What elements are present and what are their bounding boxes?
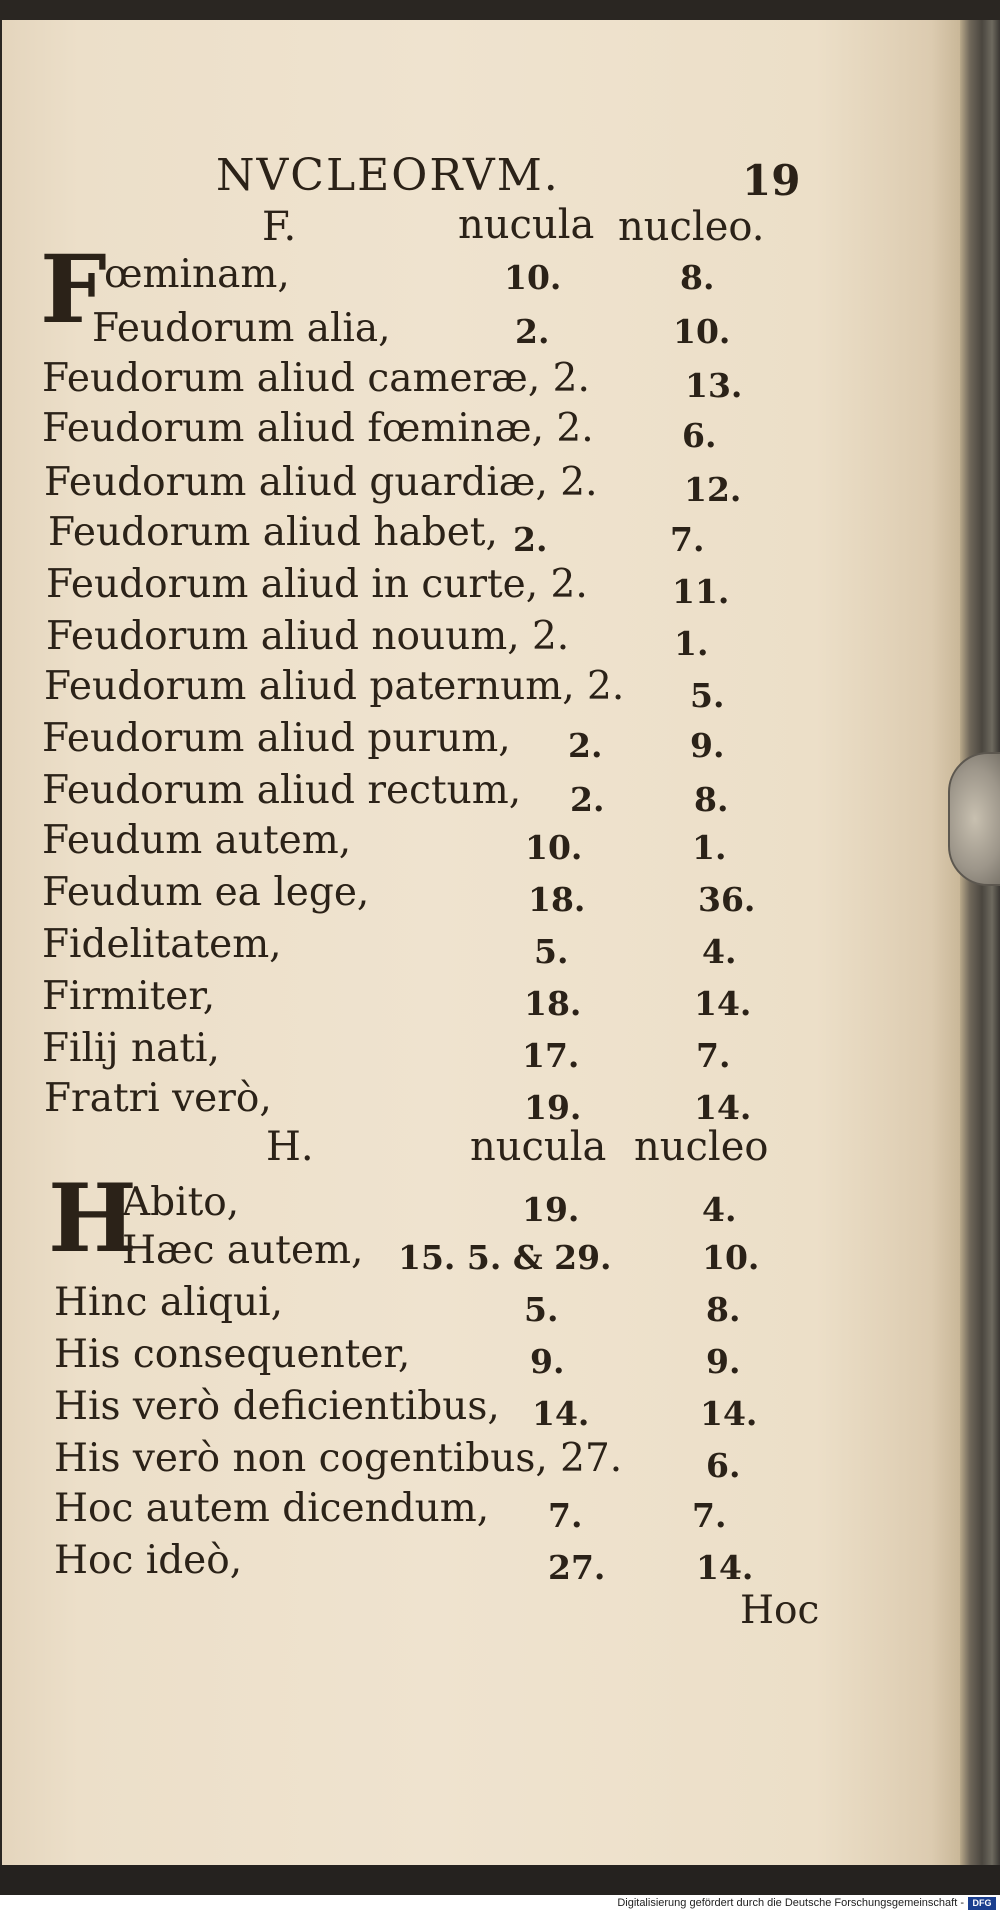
index-entry: œminam, — [104, 252, 290, 297]
book-bottom-edge — [0, 1865, 1000, 1895]
column-heading-nucula: nucula — [470, 1124, 607, 1170]
nucleo-ref: 5. — [690, 676, 725, 715]
nucula-ref: 18. — [528, 880, 586, 919]
nucleo-ref: 14. — [694, 1088, 752, 1127]
nucleo-ref: 9. — [706, 1342, 741, 1381]
nucleo-ref: 7. — [692, 1496, 727, 1535]
nucleo-ref: 6. — [682, 416, 717, 455]
nucleo-ref: 10. — [673, 312, 731, 351]
nucula-ref: 2. — [513, 520, 548, 559]
nucula-ref: 7. — [548, 1496, 583, 1535]
index-entry: Fratri verò, — [44, 1076, 272, 1121]
section-letter-f: F. — [262, 204, 297, 250]
index-entry: Feudorum aliud fœminæ, 2. — [42, 406, 594, 451]
nucleo-ref: 36. — [698, 880, 756, 919]
nucleo-ref: 12. — [684, 470, 742, 509]
index-entry: Feudorum aliud in curte, 2. — [46, 562, 588, 607]
index-entry: Feudorum aliud nouum, 2. — [46, 614, 570, 659]
running-header: NVCLEORVM. — [216, 150, 560, 201]
index-entry: Hoc ideò, — [54, 1538, 243, 1583]
nucleo-ref: 7. — [670, 520, 705, 559]
index-entry: Hæc autem, — [122, 1228, 364, 1273]
nucleo-ref: 11. — [672, 572, 730, 611]
nucula-ref: 5. — [534, 932, 569, 971]
nucula-ref: 15. 5. & 29. — [398, 1238, 612, 1277]
index-entry: Hinc aliqui, — [54, 1280, 283, 1325]
index-entry: His consequenter, — [54, 1332, 411, 1377]
nucleo-ref: 4. — [702, 932, 737, 971]
nucleo-ref: 8. — [680, 258, 715, 297]
nucula-ref: 27. — [548, 1548, 606, 1587]
digitization-credit: Digitalisierung gefördert durch die Deutsche Forschungsgemeinschaft - — [617, 1897, 964, 1909]
nucleo-ref: 13. — [685, 366, 743, 405]
nucula-ref: 2. — [570, 780, 605, 819]
nucleo-ref: 14. — [694, 984, 752, 1023]
nucleo-ref: 10. — [702, 1238, 760, 1277]
book-edge — [960, 20, 1000, 1865]
nucleo-ref: 6. — [706, 1446, 741, 1485]
nucula-ref: 19. — [524, 1088, 582, 1127]
index-entry: Filij nati, — [42, 1026, 220, 1071]
index-entry: Feudorum aliud habet, — [48, 510, 498, 555]
nucula-ref: 2. — [568, 726, 603, 765]
nucula-ref: 10. — [525, 828, 583, 867]
index-entry: Feudorum aliud cameræ, 2. — [42, 356, 590, 401]
section-letter-h: H. — [266, 1124, 314, 1170]
index-entry: Feudorum aliud paternum, 2. — [44, 664, 625, 709]
drop-initial-h: H — [48, 1164, 137, 1274]
nucleo-ref: 14. — [696, 1548, 754, 1587]
index-entry: Feudorum aliud guardiæ, 2. — [44, 460, 598, 505]
nucula-ref: 2. — [515, 312, 550, 351]
index-entry: His verò deficientibus, — [54, 1384, 500, 1429]
index-entry: Fidelitatem, — [42, 922, 282, 967]
column-heading-nucleo: nucleo — [634, 1124, 769, 1170]
nucula-ref: 5. — [524, 1290, 559, 1329]
nucleo-ref: 7. — [696, 1036, 731, 1075]
column-heading-nucleo: nucleo. — [618, 204, 765, 250]
nucleo-ref: 9. — [690, 726, 725, 765]
catchword: Hoc — [740, 1588, 820, 1633]
nucula-ref: 9. — [530, 1342, 565, 1381]
index-entry: Firmiter, — [42, 974, 216, 1019]
nucleo-ref: 8. — [706, 1290, 741, 1329]
nucleo-ref: 14. — [700, 1394, 758, 1433]
nucleo-ref: 4. — [702, 1190, 737, 1229]
nucula-ref: 14. — [532, 1394, 590, 1433]
index-entry: Feudorum aliud rectum, — [42, 768, 522, 813]
index-entry: Abito, — [122, 1180, 240, 1225]
index-entry: Feudum ea lege, — [42, 870, 370, 915]
index-entry: Hoc autem dicendum, — [54, 1486, 490, 1531]
index-entry: Feudum autem, — [42, 818, 352, 863]
clasp-icon — [948, 752, 1000, 886]
nucula-ref: 18. — [524, 984, 582, 1023]
index-entry: Feudorum alia, — [92, 306, 391, 351]
index-entry: His verò non cogentibus, 27. — [54, 1436, 623, 1481]
nucleo-ref: 8. — [694, 780, 729, 819]
nucleo-ref: 1. — [692, 828, 727, 867]
column-heading-nucula: nucula — [458, 202, 595, 248]
index-entry: Feudorum aliud purum, — [42, 716, 511, 761]
nucula-ref: 19. — [522, 1190, 580, 1229]
nucleo-ref: 1. — [674, 624, 709, 663]
drop-initial-f: F — [40, 235, 107, 345]
nucula-ref: 17. — [522, 1036, 580, 1075]
nucula-ref: 10. — [504, 258, 562, 297]
page-number: 19 — [742, 156, 801, 205]
dfg-logo: DFG — [968, 1897, 996, 1910]
